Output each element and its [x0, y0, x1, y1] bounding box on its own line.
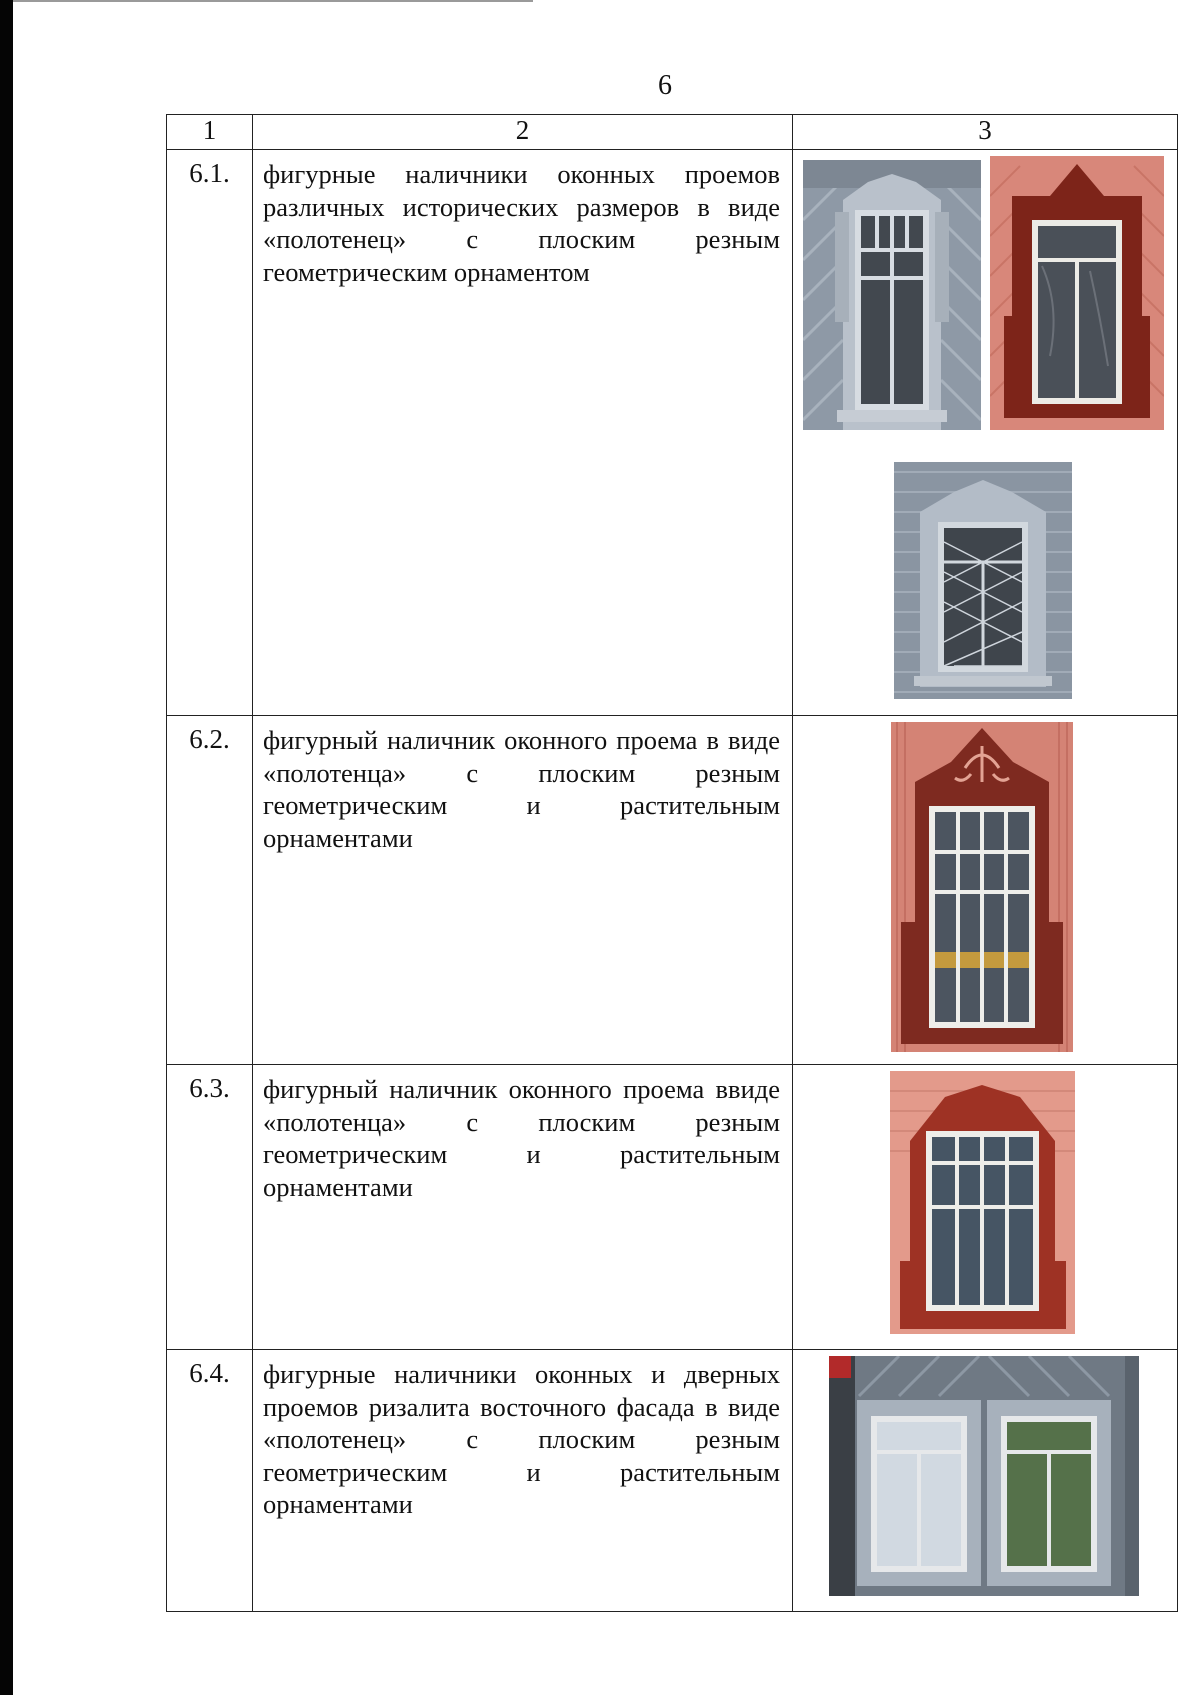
- table-row: [167, 1350, 1178, 1612]
- table-row: [167, 716, 1178, 1065]
- scan-edge: [0, 0, 13, 1695]
- column-header-1: 1: [167, 115, 253, 150]
- scan-top-edge: [13, 0, 533, 2]
- red-floral-window-photo: [891, 722, 1073, 1052]
- grey-barred-window-photo: [894, 462, 1072, 699]
- grey-double-window-photo: [829, 1356, 1139, 1596]
- row-number: 6.3.: [167, 1065, 253, 1350]
- architecture-elements-table: [166, 114, 1178, 1612]
- page-number: 6: [658, 70, 672, 101]
- row-description: фигурные наличники оконных и дверных проемов ризалита восточного фасада в виде «полотенец» с плоским резным геометрическим и растительным орнаментами: [253, 1350, 793, 1612]
- grey-carved-window-photo: [803, 160, 981, 430]
- row-photos: [793, 716, 1178, 1065]
- row-description: фигурные наличники оконных проемов различных исторических размеров в виде «полотенец» с плоским резным геометрическим орнаментом: [253, 150, 793, 716]
- row-description: фигурный наличник оконного проема ввиде «полотенца» с плоским резным геометрическим и растительным орнаментами: [253, 1065, 793, 1350]
- row-photos: [793, 1350, 1178, 1612]
- red-carved-window-photo: [990, 156, 1164, 430]
- column-header-3: 3: [793, 115, 1178, 150]
- row-number: 6.1.: [167, 150, 253, 716]
- row-number: 6.2.: [167, 716, 253, 1065]
- red-window-photo: [890, 1071, 1075, 1334]
- row-description: фигурный наличник оконного проема в виде «полотенца» с плоским резным геометрическим и растительным орнаментами: [253, 716, 793, 1065]
- table-row: [167, 150, 1178, 716]
- row-photos: [793, 150, 1178, 716]
- row-photos: [793, 1065, 1178, 1350]
- column-header-2: 2: [253, 115, 793, 150]
- row-number: 6.4.: [167, 1350, 253, 1612]
- table-header-row: [167, 115, 1178, 150]
- table-row: [167, 1065, 1178, 1350]
